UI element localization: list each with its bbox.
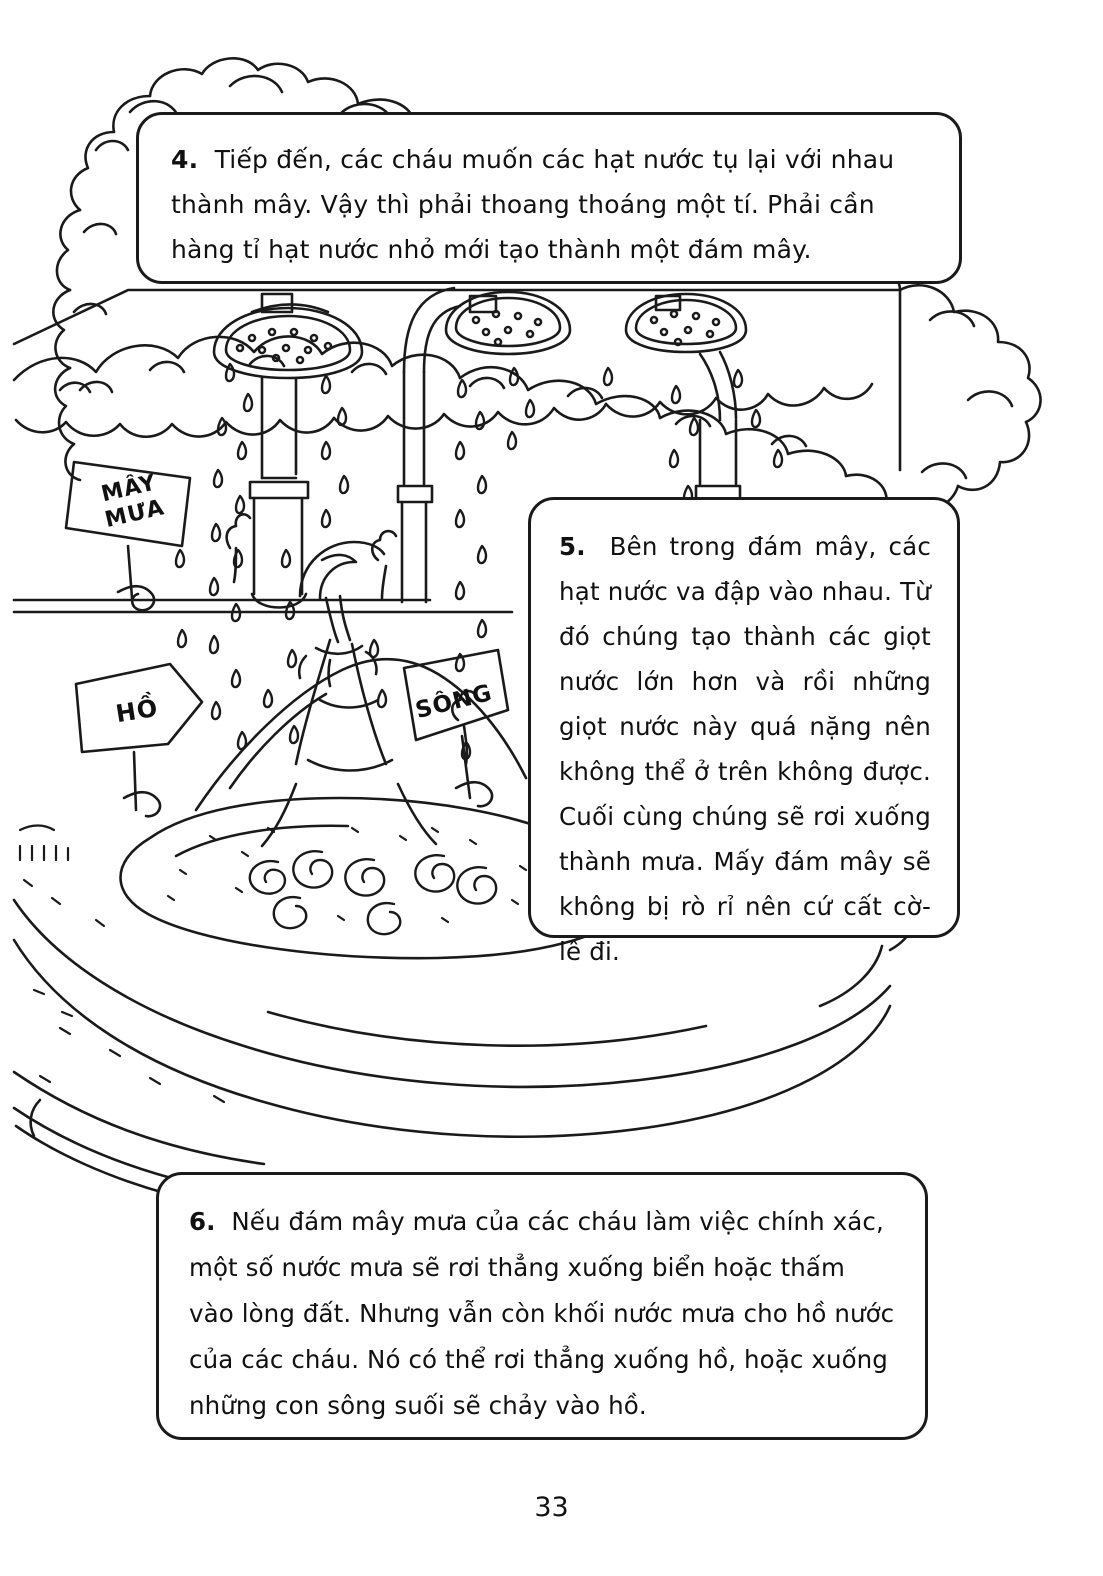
sign-post-river — [404, 650, 508, 806]
water-spout — [299, 542, 384, 686]
sign-label-river: SÔNG — [412, 679, 496, 725]
shower-head-1 — [214, 294, 362, 608]
speech-panel-5 — [528, 497, 960, 966]
panel-4-number: 4. — [171, 145, 199, 174]
page-number: 33 — [534, 1492, 569, 1523]
panel-5-body: Bên trong đám mây, các hạt nước va đập vào nhau. Từ đó chúng tạo thành các giọt nước lớn hơn và rồi những giọt nước này quá nặng nên không thể ở trên không được. Cuối cùng chúng sẽ rơi xuống thành mưa. Mấy đám mây sẽ không bị rò rỉ nên cứ cất cờ-lê đi. — [559, 532, 931, 966]
panel-6-number: 6. — [189, 1207, 216, 1236]
speech-panel-4 — [136, 112, 962, 284]
panel-4-body: Tiếp đến, các cháu muốn các hạt nước tụ lại với nhau thành mây. Vậy thì phải thoang thoáng một tí. Phải cần hàng tỉ hạt nước nhỏ mới tạo thành một đám mây. — [171, 145, 895, 264]
sign-label-rain-cloud: MÂY MƯA — [98, 470, 168, 534]
sign-post-lake — [76, 664, 202, 816]
panel-6-text — [189, 1199, 897, 1429]
panel-4-text — [171, 137, 929, 272]
panel-5-text — [559, 524, 931, 974]
sign-label-lake: HỒ — [113, 693, 161, 729]
speech-panel-6 — [156, 1172, 928, 1440]
plants — [227, 514, 476, 764]
panel-6-body: Nếu đám mây mưa của các cháu làm việc chính xác, một số nước mưa sẽ rơi thẳng xuống biển hoặc thấm vào lòng đất. Nhưng vẫn còn khối nước mưa cho hồ nước của các cháu. Nó có thể rơi thẳng xuống hồ, hoặc xuống những con sông suối sẽ chảy vào hồ. — [189, 1207, 895, 1420]
panel-5-number: 5. — [559, 532, 586, 561]
